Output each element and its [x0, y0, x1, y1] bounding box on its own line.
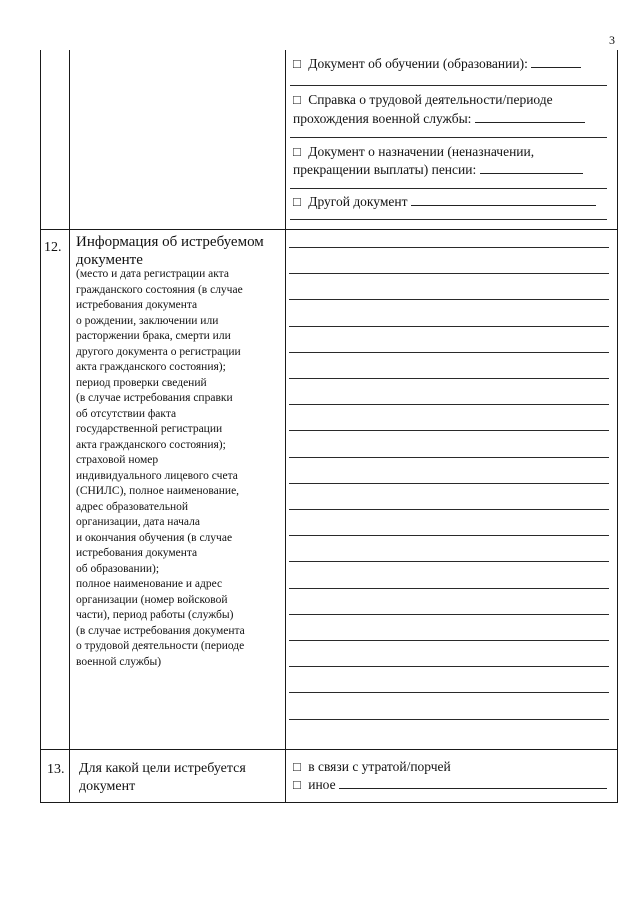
- description-line: государственной регистрации: [76, 423, 223, 435]
- pension-answer-line-2[interactable]: [290, 188, 607, 189]
- row-13-number: 13.: [47, 762, 65, 777]
- description-line: акта гражданского состояния);: [76, 438, 226, 451]
- description-line: истребования документа: [76, 299, 198, 311]
- employment-answer-line-2[interactable]: [290, 137, 607, 138]
- option-other-document[interactable]: [293, 192, 596, 211]
- description-line: об отсутствии факта: [76, 407, 177, 420]
- table-right-border: [617, 50, 618, 802]
- row-12-answer-line[interactable]: [289, 430, 609, 431]
- option-education-document[interactable]: [293, 54, 581, 73]
- option-employment-certificate[interactable]: [293, 90, 553, 109]
- description-line: истребования документа: [76, 547, 198, 559]
- description-line: военной службы): [76, 655, 162, 668]
- column-divider-1: [69, 50, 70, 802]
- page-number: 3: [609, 33, 615, 47]
- description-line: период проверки сведений: [76, 376, 207, 389]
- description-line: другого документа о регистрации: [76, 345, 241, 358]
- other-purpose-answer-line[interactable]: [339, 778, 607, 789]
- description-line: адрес образовательной: [76, 500, 189, 513]
- row-12-answer-line[interactable]: [289, 719, 609, 720]
- option-pension-document[interactable]: [293, 142, 534, 161]
- option-education-label: Документ об обучении (образовании):: [308, 56, 528, 71]
- option-other-purpose[interactable]: [293, 775, 607, 794]
- row-12-title: [76, 233, 281, 269]
- description-line: акта гражданского состояния);: [76, 361, 226, 373]
- other-answer-line[interactable]: [411, 195, 596, 206]
- row-12-answer-line[interactable]: [289, 326, 609, 327]
- option-pension-line-2: [293, 160, 583, 179]
- description-line: и окончания обучения (в случае: [76, 531, 233, 544]
- description-line: (место и дата регистрации акта: [76, 268, 229, 280]
- employment-answer-line[interactable]: [475, 112, 585, 123]
- description-line: гражданского состояния (в случае: [76, 283, 243, 296]
- description-line: о трудовой деятельности (периоде: [76, 640, 245, 652]
- row-divider-12-13: [40, 749, 618, 750]
- option-loss-damage-label: в связи с утратой/порчей: [308, 759, 451, 774]
- other-answer-line-2[interactable]: [290, 219, 607, 220]
- description-line: страховой номер: [76, 454, 159, 466]
- row-13-title-line: документ: [79, 779, 136, 794]
- description-line: полное наименование и адрес: [76, 578, 223, 590]
- row-12-description: [76, 267, 286, 670]
- option-pension-label-1: Документ о назначении (неназначении,: [308, 144, 535, 159]
- option-employment-label-2: прохождения военной службы:: [293, 111, 472, 126]
- row-12-answer-line[interactable]: [289, 273, 609, 274]
- description-line: (в случае истребования справки: [76, 392, 233, 404]
- row-12-answer-line[interactable]: [289, 561, 609, 562]
- row-12-answer-line[interactable]: [289, 614, 609, 615]
- description-line: индивидуального лицевого счета: [76, 469, 238, 482]
- row-12-answer-line[interactable]: [289, 299, 609, 300]
- table-bottom-border: [40, 802, 618, 803]
- row-12-answer-line[interactable]: [289, 352, 609, 353]
- option-other-purpose-label: иное: [308, 777, 336, 792]
- pension-answer-line[interactable]: [480, 163, 583, 174]
- row-12-answer-line[interactable]: [289, 535, 609, 536]
- row-divider-11-12: [40, 229, 618, 230]
- row-13-title: [79, 760, 284, 796]
- row-12-number: 12.: [44, 240, 62, 255]
- option-pension-label-2: прекращении выплаты) пенсии:: [293, 162, 477, 177]
- description-line: расторжении брака, смерти или: [76, 330, 231, 342]
- option-loss-damage[interactable]: [293, 757, 451, 776]
- row-12-answer-line[interactable]: [289, 640, 609, 641]
- row-12-answer-line[interactable]: [289, 483, 609, 484]
- description-line: организации, дата начала: [76, 516, 200, 528]
- row-12-title-line: Информация об истребуемом: [76, 234, 264, 250]
- row-13-title-line: Для какой цели истребуется: [79, 761, 246, 776]
- option-employment-line-2: [293, 109, 585, 128]
- education-answer-line[interactable]: [531, 57, 581, 68]
- description-line: организации (номер войсковой: [76, 593, 228, 606]
- row-12-answer-line[interactable]: [289, 588, 609, 589]
- education-answer-line-2[interactable]: [290, 85, 607, 86]
- row-12-answer-line[interactable]: [289, 404, 609, 405]
- option-employment-label-1: Справка о трудовой деятельности/периоде: [308, 92, 553, 107]
- table-left-border: [40, 50, 41, 802]
- row-12-answer-line[interactable]: [289, 457, 609, 458]
- row-12-answer-line[interactable]: [289, 692, 609, 693]
- description-line: о рождении, заключении или: [76, 314, 219, 327]
- row-12-title-line: документе: [76, 252, 143, 268]
- description-line: (СНИЛС), полное наименование,: [76, 485, 240, 497]
- row-12-answer-line[interactable]: [289, 666, 609, 667]
- description-line: части), период работы (службы): [76, 609, 234, 621]
- row-12-answer-line[interactable]: [289, 509, 609, 510]
- row-12-answer-line[interactable]: [289, 378, 609, 379]
- description-line: об образовании);: [76, 562, 160, 575]
- row-12-answer-line[interactable]: [289, 247, 609, 248]
- option-other-label: Другой документ: [308, 194, 408, 209]
- description-line: (в случае истребования документа: [76, 624, 245, 637]
